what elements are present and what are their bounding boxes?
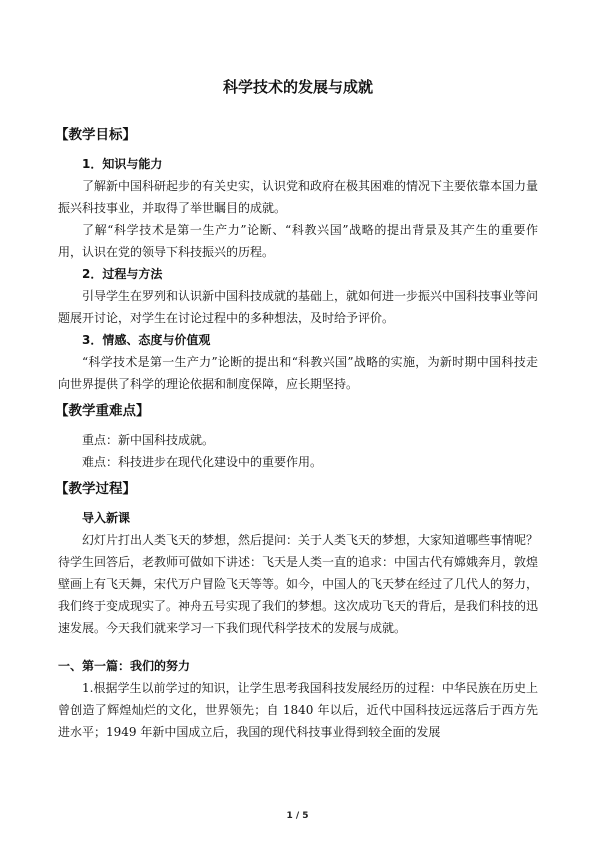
subheading-knowledge: 1．知识与能力: [82, 157, 163, 171]
section-heading-goals: 【教学目标】: [55, 127, 136, 143]
section-heading-keypoints: 【教学重难点】: [55, 403, 150, 419]
page-title: 科学技术的发展与成就: [222, 78, 373, 96]
paragraph-intro: 幻灯片打出人类飞天的梦想，然后提问：关于人类飞天的梦想，大家知道哪些事情呢？待学生回答后，老教师可做如下讲述：飞天是人类一直的追求：中国古代有嫦娥奔月，敦煌壁画上有飞天舞，宋代万户冒险飞天等等。如今，中国人的飞天梦在经过了几代人的努力，我们终于变成现实了。神舟五号实现了我们的梦想。这次成功飞天的背后，是我们科技的迅速发展。今天我们就来学习一下我们现代科学技术的发展与成就。: [58, 533, 539, 635]
paragraph-process-1: 引导学生在罗列和认识新中国科技成就的基础上，就如何进一步振兴中国科技事业等问题展开讨论，对学生在讨论过程中的多种想法，及时给予评价。: [58, 289, 539, 325]
paragraph-emotion-1: “科学技术是第一生产力”论断的提出和“科教兴国”战略的实施，为新时期中国科技走向世界提供了科学的理论依据和制度保障，应长期坚持。: [58, 355, 538, 391]
paragraph-knowledge-1: 了解新中国科研起步的有关史实，认识党和政府在极其困难的情况下主要依靠本国力量振兴科技事业，并取得了举世瞩目的成就。: [58, 179, 539, 215]
page-number: 1 / 5: [286, 811, 309, 821]
subheading-emotion: 3．情感、态度与价值观: [82, 333, 211, 347]
paragraph-knowledge-2: 了解“科学技术是第一生产力”论断、“科教兴国”战略的提出背景及其产生的重要作用，认识在党的领导下科技振兴的历程。: [58, 223, 538, 259]
section-heading-process: 【教学过程】: [55, 481, 136, 497]
subheading-part1: 一、第一篇：我们的努力: [58, 659, 191, 673]
paragraph-part1: 1.根据学生以前学过的知识，让学生思考我国科技发展经历的过程：中华民族在历史上曾创造了辉煌灿烂的文化，世界领先；自 1840 年以后，近代中国科技远远落后于西方先进水平；1949 年新中国成立后，我国的现代科技事业得到较全面的发展: [58, 681, 538, 739]
document-content: [55, 75, 539, 743]
spacer: [58, 639, 538, 655]
subheading-intro: 导入新课: [82, 511, 131, 525]
paragraph-focus: 重点：新中国科技成就。: [82, 433, 215, 447]
paragraph-difficulty: 难点：科技进步在现代化建设中的重要作用。: [82, 455, 323, 469]
subheading-process: 2．过程与方法: [82, 267, 163, 281]
